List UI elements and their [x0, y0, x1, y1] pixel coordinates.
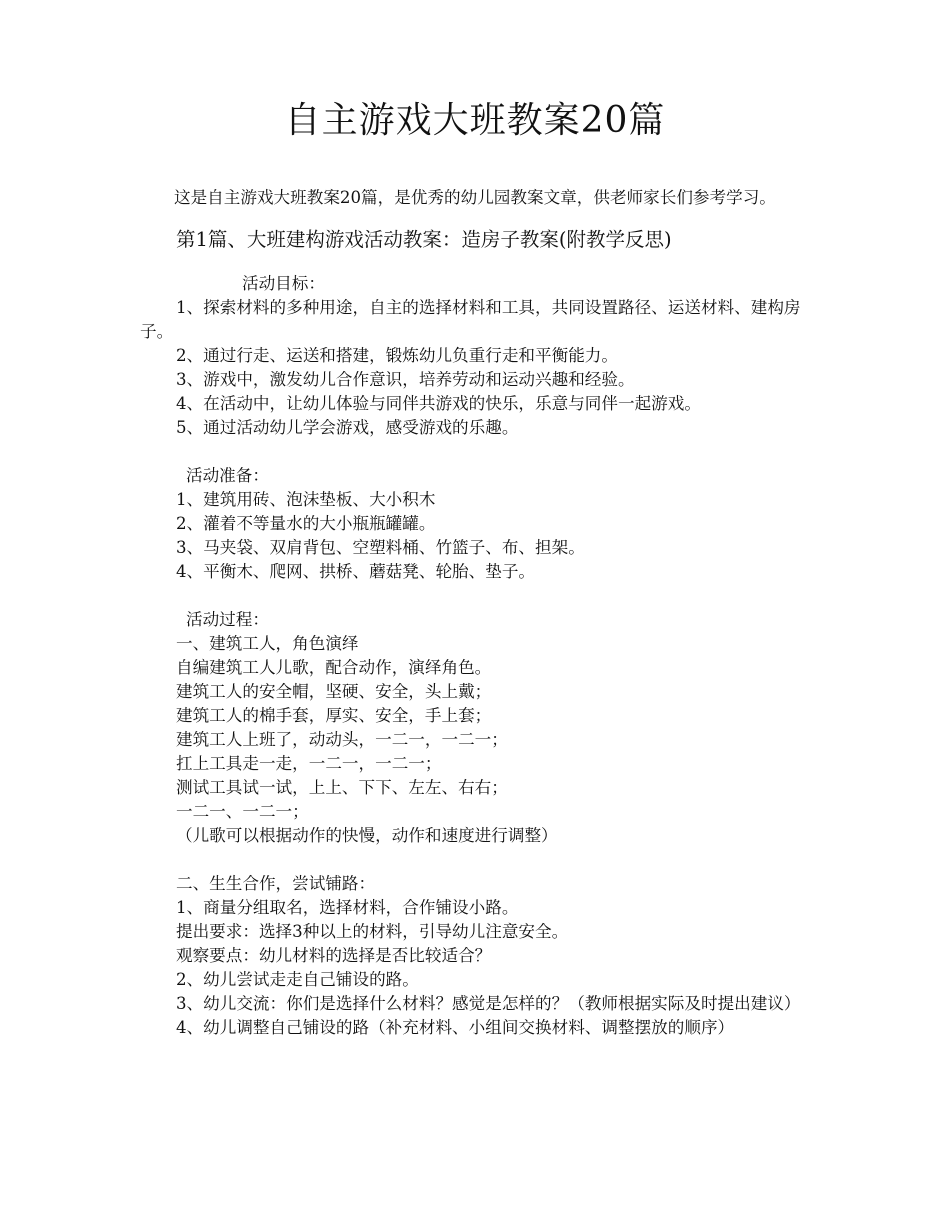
process-step: 二、生生合作，尝试铺路：	[176, 874, 376, 893]
goal-item: 3、游戏中，激发幼儿合作意识，培养劳动和运动兴趣和经验。	[176, 370, 635, 389]
process-step: 一、建筑工人，角色演绎	[176, 634, 359, 653]
process-line: 建筑工人上班了，动动头，一二一，一二一；	[176, 730, 508, 749]
prep-item: 2、灌着不等量水的大小瓶瓶罐罐。	[176, 514, 436, 533]
goal-item: 4、在活动中，让幼儿体验与同伴共游戏的快乐，乐意与同伴一起游戏。	[176, 394, 701, 413]
process-line: 建筑工人的安全帽，坚硬、安全，头上戴；	[176, 682, 492, 701]
process-line: （儿歌可以根据动作的快慢，动作和速度进行调整）	[176, 826, 558, 845]
process-line: 建筑工人的棉手套，厚实、安全，手上套；	[176, 706, 492, 725]
document-body	[140, 186, 812, 1040]
section-title: 第1篇、大班建构游戏活动教案：造房子教案(附教学反思)	[176, 228, 672, 251]
process-line: 1、商量分组取名，选择材料，合作铺设小路。	[176, 898, 519, 917]
process-line: 4、幼儿调整自己铺设的路（补充材料、小组间交换材料、调整摆放的顺序）	[176, 1018, 735, 1037]
goal-item: 1、探索材料的多种用途，自主的选择材料和工具，共同设置路径、运送材料、建构房子。	[140, 298, 801, 341]
prep-heading: 活动准备：	[186, 466, 269, 485]
process-line: 提出要求：选择3种以上的材料，引导幼儿注意安全。	[176, 922, 569, 941]
process-line: 观察要点：幼儿材料的选择是否比较适合？	[176, 946, 492, 965]
process-line: 自编建筑工人儿歌，配合动作，演绎角色。	[176, 658, 492, 677]
process-heading: 活动过程：	[186, 610, 269, 629]
goal-item: 5、通过活动幼儿学会游戏，感受游戏的乐趣。	[176, 418, 519, 437]
prep-item: 1、建筑用砖、泡沫垫板、大小积木	[176, 490, 436, 509]
goal-item: 2、通过行走、运送和搭建，锻炼幼儿负重行走和平衡能力。	[176, 346, 618, 365]
process-line: 2、幼儿尝试走走自己铺设的路。	[176, 970, 419, 989]
intro-paragraph: 这是自主游戏大班教案20篇，是优秀的幼儿园教案文章，供老师家长们参考学习。	[174, 188, 776, 207]
process-line: 扛上工具走一走，一二一，一二一；	[176, 754, 442, 773]
process-line: 3、幼儿交流：你们是选择什么材料？感觉是怎样的？（教师根据实际及时提出建议）	[176, 994, 801, 1013]
process-line: 测试工具试一试，上上、下下、左左、右右；	[176, 778, 508, 797]
prep-item: 4、平衡木、爬网、拱桥、蘑菇凳、轮胎、垫子。	[176, 562, 536, 581]
process-line: 一二一、一二一；	[176, 802, 309, 821]
document-title: 自主游戏大班教案20篇	[284, 100, 666, 141]
prep-item: 3、马夹袋、双肩背包、空塑料桶、竹篮子、布、担架。	[176, 538, 585, 557]
goals-heading: 活动目标：	[242, 274, 325, 293]
